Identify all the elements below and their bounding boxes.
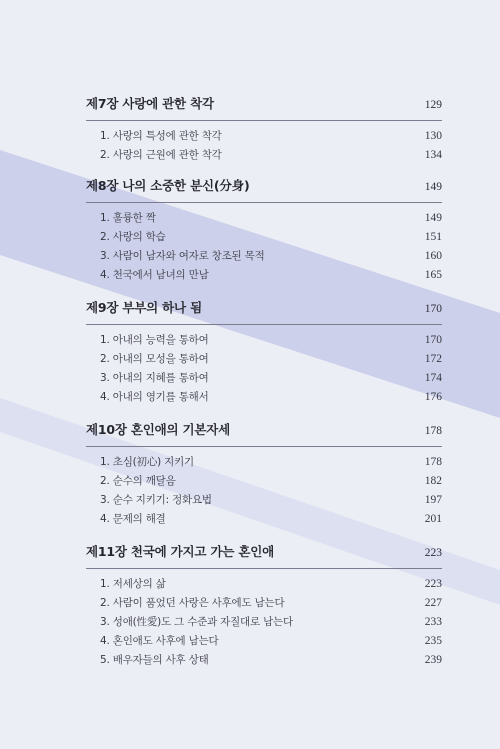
chapter-divider — [86, 202, 442, 203]
toc-item-label: 2. 사랑의 근원에 관한 착각 — [100, 149, 222, 161]
chapter-8 — [86, 176, 442, 286]
toc-item — [86, 633, 442, 652]
toc-item — [86, 128, 442, 147]
toc-item — [86, 511, 442, 530]
toc-item-page: 235 — [424, 635, 442, 647]
toc-item-page: 178 — [424, 456, 442, 468]
toc-item-page: 239 — [424, 654, 442, 666]
toc-item-label: 2. 사람이 품었던 사랑은 사후에도 남는다 — [100, 597, 285, 609]
toc-item — [86, 210, 442, 229]
chapter-title: 제8장 나의 소중한 분신(分身) — [86, 178, 250, 193]
chapter-9 — [86, 298, 442, 408]
chapter-heading — [86, 176, 442, 198]
toc-item-label: 4. 천국에서 남녀의 만남 — [100, 269, 209, 281]
toc-item-page: 172 — [424, 353, 442, 365]
chapter-10 — [86, 420, 442, 530]
toc-item — [86, 652, 442, 671]
toc-item-page: 227 — [424, 597, 442, 609]
chapter-7 — [86, 94, 442, 166]
chapter-page-number: 178 — [424, 425, 442, 437]
chapter-title: 제9장 부부의 하나 됨 — [86, 300, 202, 315]
chapter-page-number: 170 — [424, 303, 442, 315]
chapter-heading — [86, 298, 442, 320]
toc-item-label: 1. 아내의 능력을 통하여 — [100, 334, 209, 346]
chapter-page-number: 129 — [424, 99, 442, 111]
toc-item-label: 4. 혼인애도 사후에 남는다 — [100, 635, 219, 647]
toc-item-label: 1. 저세상의 삶 — [100, 578, 166, 590]
toc-item — [86, 229, 442, 248]
chapter-divider — [86, 568, 442, 569]
toc-item — [86, 492, 442, 511]
chapter-page-number: 223 — [424, 547, 442, 559]
toc-item — [86, 147, 442, 166]
toc-item — [86, 332, 442, 351]
toc-item — [86, 389, 442, 408]
toc-item-page: 233 — [424, 616, 442, 628]
toc-item — [86, 370, 442, 389]
toc-item-label: 2. 순수의 깨달음 — [100, 475, 176, 487]
toc-item — [86, 248, 442, 267]
toc-item-label: 4. 아내의 영기를 통해서 — [100, 391, 209, 403]
toc-item-label: 1. 훌륭한 짝 — [100, 212, 156, 224]
toc-item-page: 174 — [424, 372, 442, 384]
toc-item-label: 4. 문제의 해결 — [100, 513, 166, 525]
toc-item-page: 134 — [424, 149, 442, 161]
toc-item — [86, 595, 442, 614]
toc-item — [86, 267, 442, 286]
toc-item — [86, 473, 442, 492]
toc-item-page: 201 — [424, 513, 442, 525]
chapter-title: 제11장 천국에 가지고 가는 혼인애 — [86, 544, 274, 559]
toc-item-label: 1. 초심(初心) 지키기 — [100, 456, 195, 468]
toc-item — [86, 454, 442, 473]
chapter-heading — [86, 94, 442, 116]
toc-item-page: 182 — [424, 475, 442, 487]
toc-item — [86, 351, 442, 370]
toc-item-page: 170 — [424, 334, 442, 346]
toc-item-page: 151 — [424, 231, 442, 243]
chapter-heading — [86, 420, 442, 442]
toc-item-label: 3. 성애(性愛)도 그 수준과 자질대로 남는다 — [100, 616, 293, 628]
toc-item-page: 160 — [424, 250, 442, 262]
toc-item-page: 223 — [424, 578, 442, 590]
toc-item — [86, 614, 442, 633]
toc-item-label: 2. 아내의 모성을 통하여 — [100, 353, 209, 365]
chapter-page-number: 149 — [424, 181, 442, 193]
toc-item-page: 197 — [424, 494, 442, 506]
toc-item-page: 130 — [424, 130, 442, 142]
chapter-title: 제10장 혼인애의 기본자세 — [86, 422, 231, 437]
toc-item-page: 165 — [424, 269, 442, 281]
toc-item-label: 3. 사람이 남자와 여자로 창조된 목적 — [100, 250, 265, 262]
toc-item-label: 3. 아내의 지혜를 통하여 — [100, 372, 209, 384]
chapter-title: 제7장 사랑에 관한 착각 — [86, 96, 214, 111]
toc-item-label: 1. 사랑의 특성에 관한 착각 — [100, 130, 222, 142]
chapter-divider — [86, 120, 442, 121]
chapter-11 — [86, 542, 442, 671]
chapter-divider — [86, 324, 442, 325]
toc-item-page: 149 — [424, 212, 442, 224]
chapter-divider — [86, 446, 442, 447]
toc-item-label: 5. 배우자들의 사후 상태 — [100, 654, 209, 666]
toc-item — [86, 576, 442, 595]
toc-item-label: 3. 순수 지키기: 정화요법 — [100, 494, 212, 506]
toc-item-page: 176 — [424, 391, 442, 403]
chapter-heading — [86, 542, 442, 564]
toc-item-label: 2. 사랑의 학습 — [100, 231, 166, 243]
